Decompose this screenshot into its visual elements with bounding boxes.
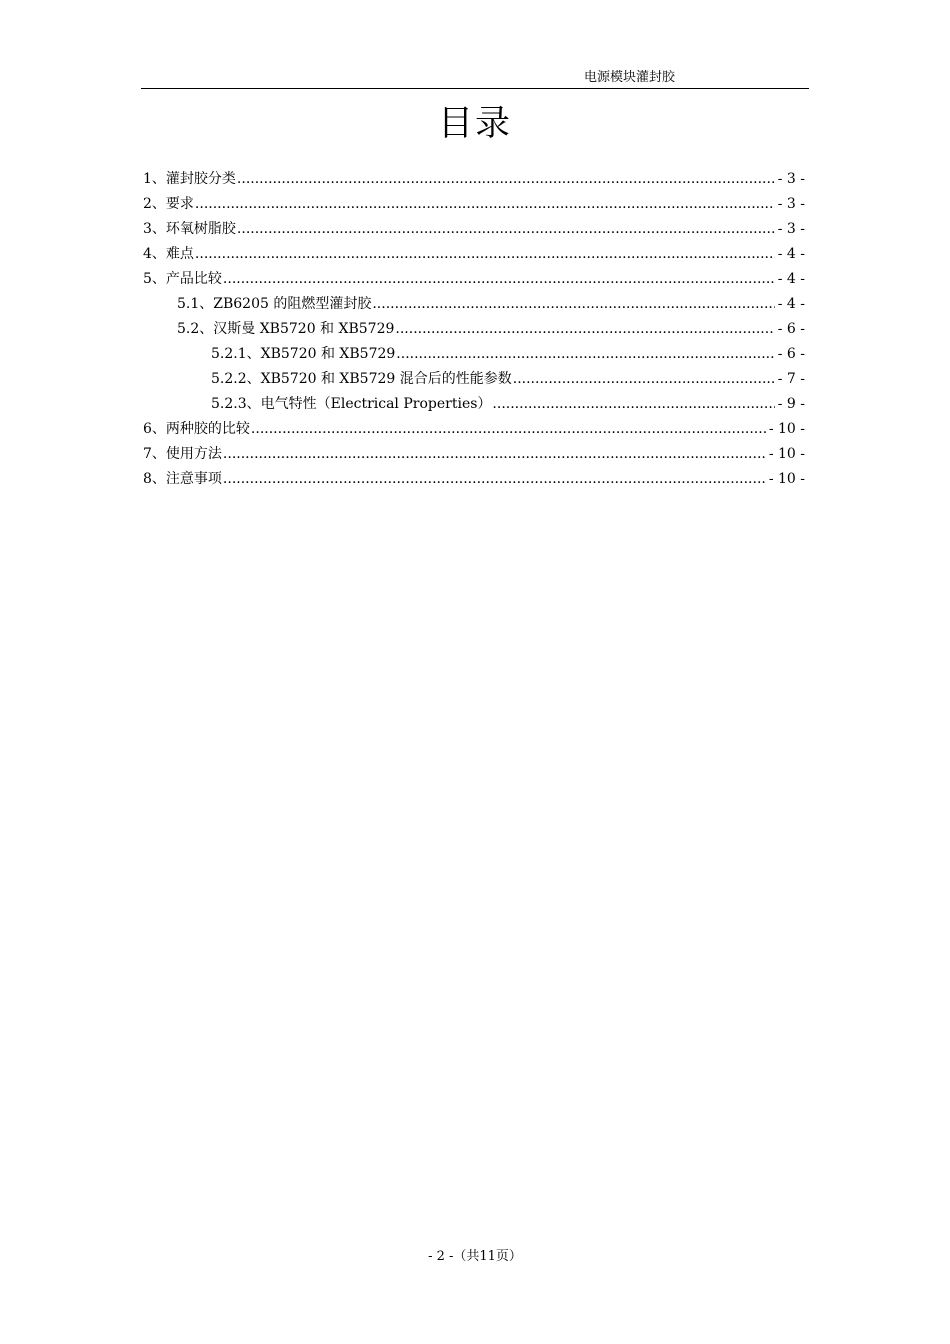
toc-entry[interactable]	[143, 292, 805, 317]
toc-entry-page-number: - 6 -	[777, 346, 805, 362]
toc-entry[interactable]	[143, 217, 805, 242]
toc-entry-page-number: - 3 -	[777, 171, 805, 187]
toc-dot-leader	[237, 167, 775, 192]
toc-dot-leader	[395, 317, 774, 342]
toc-entry-label: 5.1、ZB6205 的阻燃型灌封胶	[177, 296, 372, 312]
toc-entry-page-number: - 4 -	[777, 296, 805, 312]
toc-entry-label: 8、注意事项	[143, 471, 222, 487]
toc-entry-page-number: - 10 -	[768, 471, 805, 487]
toc-entry[interactable]	[143, 242, 805, 267]
toc-dot-leader	[223, 467, 766, 492]
toc-dot-leader	[223, 442, 766, 467]
toc-entry[interactable]	[143, 392, 805, 417]
toc-dot-leader	[195, 192, 775, 217]
toc-entry-page-number: - 10 -	[768, 446, 805, 462]
toc-dot-leader	[513, 367, 775, 392]
page-footer: - 2 -（共11页）	[428, 1249, 522, 1264]
toc-entry-label: 5.2.3、电气特性（Electrical Properties）	[211, 396, 492, 412]
toc-entry-page-number: - 7 -	[777, 371, 805, 387]
toc-entry-label: 2、要求	[143, 196, 194, 212]
toc-entry[interactable]	[143, 317, 805, 342]
toc-dot-leader	[492, 392, 774, 417]
header-title: 电源模块灌封胶	[584, 70, 676, 85]
toc-entry-page-number: - 3 -	[777, 221, 805, 237]
toc-entry[interactable]	[143, 367, 805, 392]
toc-dot-leader	[396, 342, 774, 367]
toc-entry-label: 5.2、汉斯曼 XB5720 和 XB5729	[177, 321, 395, 337]
toc-title: 目录	[437, 104, 512, 144]
running-header	[141, 68, 809, 89]
toc-entry-label: 1、灌封胶分类	[143, 171, 236, 187]
toc-entry-label: 5.2.1、XB5720 和 XB5729	[211, 346, 396, 362]
toc-entry[interactable]	[143, 417, 805, 442]
toc-dot-leader	[372, 292, 774, 317]
toc-entry[interactable]	[143, 442, 805, 467]
toc-entry-page-number: - 9 -	[777, 396, 805, 412]
toc-entry-label: 6、两种胶的比较	[143, 421, 250, 437]
toc-entry-page-number: - 3 -	[777, 196, 805, 212]
toc-entry[interactable]	[143, 167, 805, 192]
toc-entry[interactable]	[143, 467, 805, 492]
toc-entry-label: 5.2.2、XB5720 和 XB5729 混合后的性能参数	[211, 371, 512, 387]
toc-entry-page-number: - 4 -	[777, 246, 805, 262]
toc-dot-leader	[195, 242, 775, 267]
toc-dot-leader	[223, 267, 775, 292]
toc-entry-label: 7、使用方法	[143, 446, 222, 462]
table-of-contents	[143, 167, 805, 492]
toc-entry-label: 4、难点	[143, 246, 194, 262]
toc-entry[interactable]	[143, 192, 805, 217]
toc-entry-page-number: - 6 -	[777, 321, 805, 337]
toc-entry-label: 3、环氧树脂胶	[143, 221, 236, 237]
toc-dot-leader	[237, 217, 775, 242]
toc-entry[interactable]	[143, 342, 805, 367]
toc-entry-label: 5、产品比较	[143, 271, 222, 287]
toc-entry[interactable]	[143, 267, 805, 292]
toc-dot-leader	[251, 417, 766, 442]
toc-entry-page-number: - 10 -	[768, 421, 805, 437]
toc-entry-page-number: - 4 -	[777, 271, 805, 287]
